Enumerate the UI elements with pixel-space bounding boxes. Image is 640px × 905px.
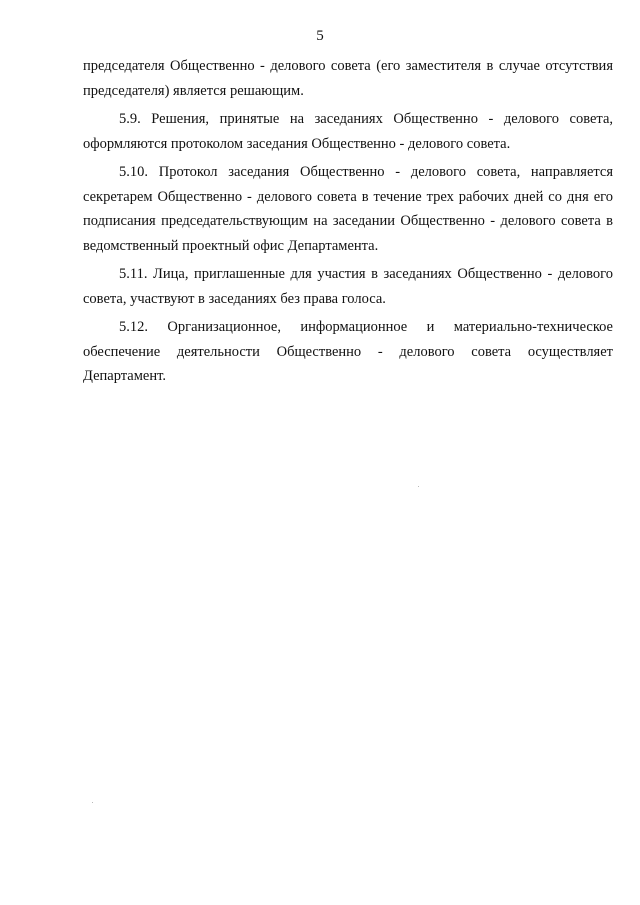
paragraph-5-11: 5.11. Лица, приглашенные для участия в заседаниях Общественно - делового совета, участвуют в заседаниях без права голоса. xyxy=(83,266,613,307)
paragraph-continuation: председателя Общественно - делового совета (его заместителя в случае отсутствия председателя) является решающим. xyxy=(83,58,613,99)
scan-speck xyxy=(92,802,93,803)
document-body xyxy=(83,54,613,393)
page-number: 5 xyxy=(316,28,324,44)
paragraph-5-12: 5.12. Организационное, информационное и материально-техническое обеспечение деятельности Общественно - делового совета осуществляет Департамент. xyxy=(83,319,613,384)
paragraph-5-10: 5.10. Протокол заседания Общественно - делового совета, направляется секретарем Общественно - делового совета в течение трех рабочих дней со дня его подписания председательствующим на заседании Общественно - делового совета в ведомственный проектный офис Департамента. xyxy=(83,164,613,254)
paragraph-5-9: 5.9. Решения, принятые на заседаниях Общественно - делового совета, оформляются протоколом заседания Общественно - делового совета. xyxy=(83,111,613,152)
scan-speck xyxy=(418,486,419,487)
